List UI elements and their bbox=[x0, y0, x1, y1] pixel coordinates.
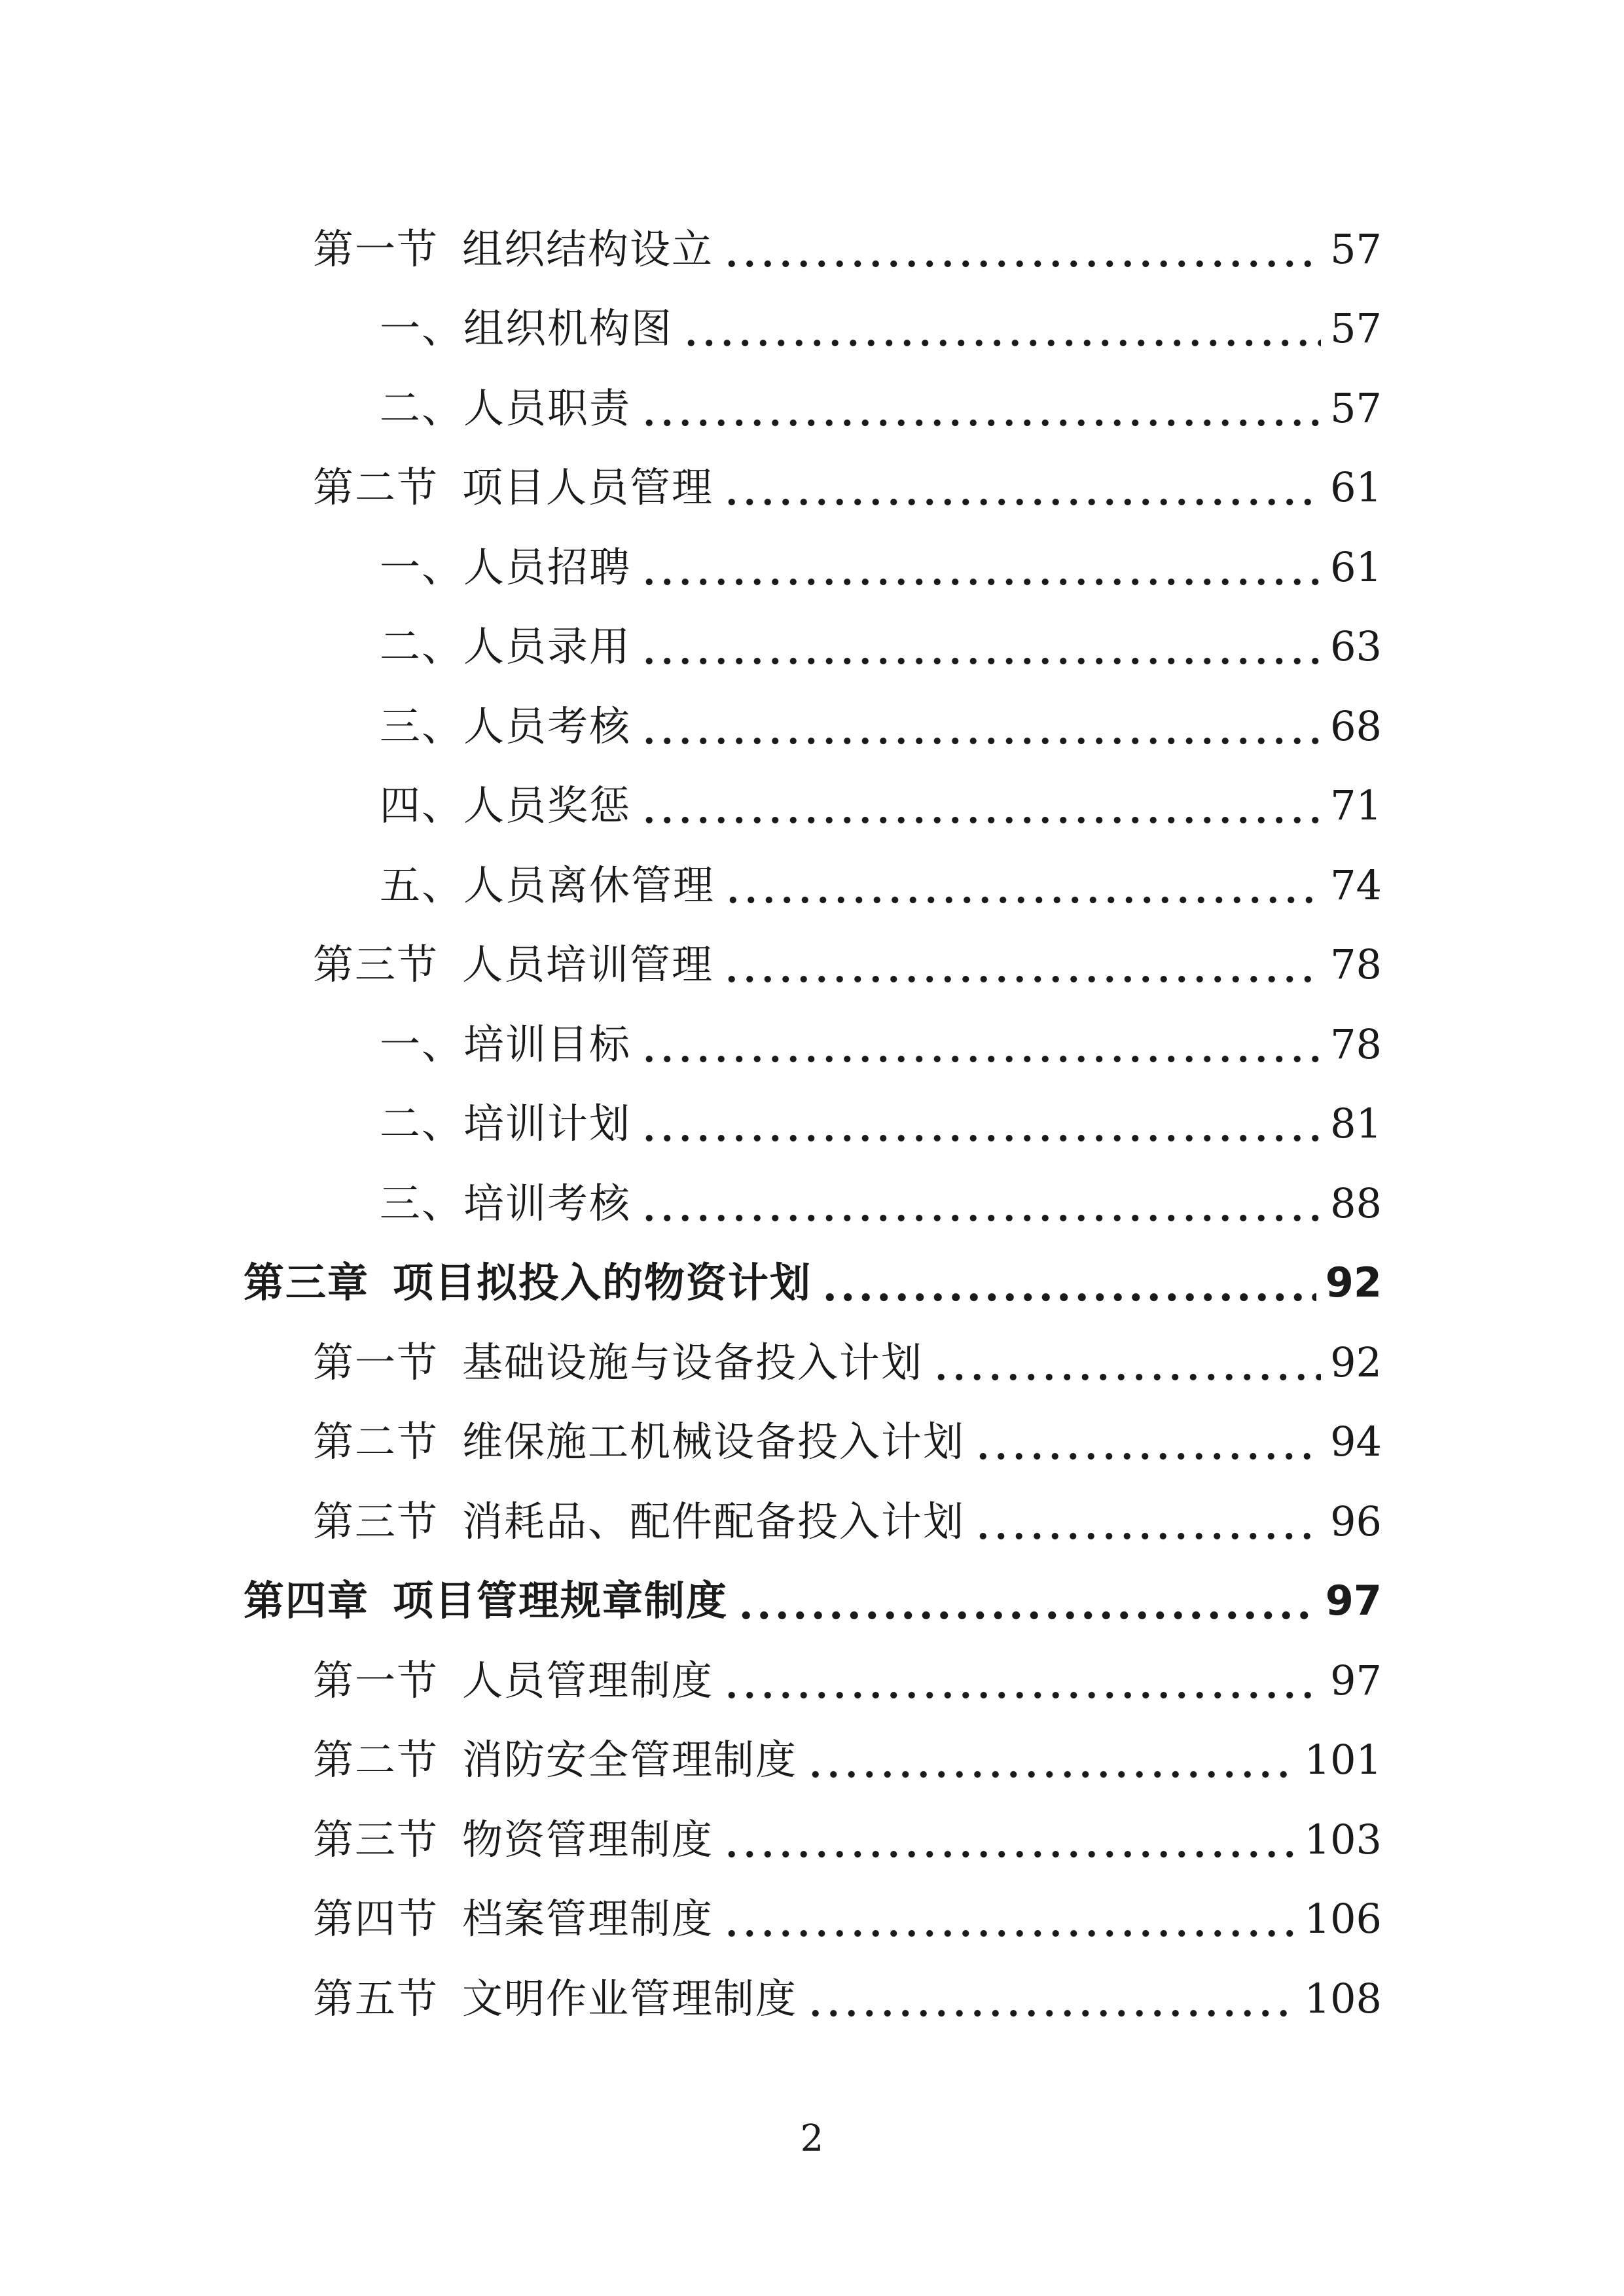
toc-entry-text: 二、培训计划 bbox=[380, 1100, 632, 1148]
toc-entry-text: 一、人员招聘 bbox=[380, 543, 632, 591]
toc-entry-text: 项目拟投入的物资计划 bbox=[393, 1259, 812, 1307]
toc-subsection-entry[interactable] bbox=[0, 846, 1624, 925]
toc-entry-text: 五、人员离休管理 bbox=[380, 861, 715, 909]
toc-entry-text: 消防安全管理制度 bbox=[462, 1736, 798, 1784]
toc-entry-text: 组织结构设立 bbox=[462, 224, 714, 273]
toc-entry-page: 106 bbox=[1304, 1895, 1382, 1943]
toc-entry-page: 108 bbox=[1304, 1974, 1382, 2022]
toc-entry-number: 第二节 bbox=[313, 1736, 439, 1784]
toc-entry-title bbox=[380, 781, 632, 830]
toc-subsection-entry[interactable] bbox=[0, 1085, 1624, 1164]
toc-entry-text: 维保施工机械设备投入计划 bbox=[462, 1418, 965, 1466]
toc-entry-text: 消耗品、配件配备投入计划 bbox=[462, 1497, 965, 1545]
toc-entry-page: 97 bbox=[1330, 1656, 1382, 1704]
toc-entry-text: 二、人员录用 bbox=[380, 622, 632, 671]
toc-entry-page: 61 bbox=[1330, 463, 1382, 512]
toc-entry-title bbox=[313, 1736, 798, 1784]
toc-section-entry[interactable] bbox=[0, 1641, 1624, 1721]
dot-leader bbox=[640, 706, 1321, 747]
toc-chapter-entry[interactable] bbox=[0, 1244, 1624, 1323]
toc-entry-text: 三、人员考核 bbox=[380, 702, 632, 750]
toc-entry-title bbox=[244, 1577, 729, 1625]
toc-entry-title bbox=[244, 1259, 812, 1307]
dot-leader bbox=[723, 467, 1321, 508]
toc-section-entry[interactable] bbox=[0, 1800, 1624, 1880]
toc-section-entry[interactable] bbox=[0, 1959, 1624, 2039]
toc-entry-page: 94 bbox=[1330, 1418, 1382, 1466]
toc-entry-number: 第二节 bbox=[313, 463, 439, 512]
toc-entry-title bbox=[313, 941, 714, 989]
toc-subsection-entry[interactable] bbox=[0, 368, 1624, 448]
toc-entry-text: 基础设施与设备投入计划 bbox=[462, 1338, 924, 1386]
toc-entry-text: 项目人员管理 bbox=[462, 463, 714, 512]
toc-entry-page: 101 bbox=[1304, 1736, 1382, 1784]
toc-entry-page: 68 bbox=[1330, 702, 1382, 750]
toc-entry-title bbox=[380, 543, 632, 591]
dot-leader bbox=[723, 1899, 1295, 1939]
dot-leader bbox=[737, 1581, 1316, 1621]
toc-entry-text: 一、培训目标 bbox=[380, 1020, 632, 1068]
toc-entry-text: 二、人员职责 bbox=[380, 384, 632, 432]
toc-subsection-entry[interactable] bbox=[0, 766, 1624, 846]
toc-entry-text: 项目管理规章制度 bbox=[393, 1577, 729, 1625]
toc-entry-number: 第三节 bbox=[313, 1497, 439, 1545]
toc-entry-page: 92 bbox=[1325, 1259, 1382, 1307]
toc-entry-page: 88 bbox=[1330, 1179, 1382, 1227]
dot-leader bbox=[640, 1183, 1321, 1224]
toc-entry-number: 第五节 bbox=[313, 1974, 439, 2022]
dot-leader bbox=[723, 229, 1321, 270]
toc-entry-number: 第三节 bbox=[313, 1815, 439, 1863]
toc-entry-text: 文明作业管理制度 bbox=[462, 1974, 798, 2022]
toc-section-entry[interactable] bbox=[0, 1482, 1624, 1562]
dot-leader bbox=[640, 547, 1321, 588]
toc-entry-title bbox=[380, 304, 674, 353]
dot-leader bbox=[640, 1024, 1321, 1065]
dot-leader bbox=[640, 388, 1321, 429]
toc-section-entry[interactable] bbox=[0, 448, 1624, 528]
toc-subsection-entry[interactable] bbox=[0, 289, 1624, 369]
toc-entry-page: 97 bbox=[1325, 1577, 1382, 1625]
toc-entry-page: 74 bbox=[1330, 861, 1382, 909]
toc-entry-page: 78 bbox=[1330, 941, 1382, 989]
toc-section-entry[interactable] bbox=[0, 1880, 1624, 1960]
toc-entry-page: 78 bbox=[1330, 1020, 1382, 1068]
dot-leader bbox=[723, 1660, 1321, 1701]
toc-entry-text: 人员培训管理 bbox=[462, 941, 714, 989]
toc-entry-title bbox=[380, 1020, 632, 1068]
toc-entry-title bbox=[380, 1100, 632, 1148]
toc-entry-title bbox=[313, 1974, 798, 2022]
dot-leader bbox=[974, 1422, 1321, 1462]
toc-section-entry[interactable] bbox=[0, 209, 1624, 289]
dot-leader bbox=[806, 1979, 1295, 2019]
dot-leader bbox=[682, 308, 1321, 349]
toc-entry-number: 第四章 bbox=[244, 1577, 370, 1625]
toc-entry-title bbox=[313, 1497, 965, 1545]
toc-entry-number: 第三节 bbox=[313, 941, 439, 989]
dot-leader bbox=[724, 865, 1321, 906]
toc-entry-title bbox=[313, 1418, 965, 1466]
toc-entry-text: 物资管理制度 bbox=[462, 1815, 714, 1863]
dot-leader bbox=[640, 785, 1321, 826]
toc-entry-number: 第三章 bbox=[244, 1259, 370, 1307]
toc-entry-page: 71 bbox=[1330, 781, 1382, 830]
toc-section-entry[interactable] bbox=[0, 1403, 1624, 1482]
toc-entry-title bbox=[313, 224, 714, 273]
toc-section-entry[interactable] bbox=[0, 925, 1624, 1005]
toc-entry-page: 57 bbox=[1330, 224, 1382, 273]
dot-leader bbox=[640, 1103, 1321, 1144]
toc-entry-title bbox=[313, 1338, 924, 1386]
dot-leader bbox=[932, 1342, 1321, 1383]
toc-entry-page: 61 bbox=[1330, 543, 1382, 591]
toc-entry-text: 四、人员奖惩 bbox=[380, 781, 632, 830]
toc-entry-title bbox=[313, 463, 714, 512]
toc-entry-page: 63 bbox=[1330, 622, 1382, 671]
toc-entry-text: 人员管理制度 bbox=[462, 1656, 714, 1704]
dot-leader bbox=[974, 1501, 1321, 1542]
toc-entry-text: 三、培训考核 bbox=[380, 1179, 632, 1227]
toc-entry-number: 第二节 bbox=[313, 1418, 439, 1466]
toc-subsection-entry[interactable] bbox=[0, 528, 1624, 607]
toc-entry-text: 一、组织机构图 bbox=[380, 304, 674, 353]
toc-entry-number: 第一节 bbox=[313, 1656, 439, 1704]
toc-entry-number: 第一节 bbox=[313, 224, 439, 273]
dot-leader bbox=[723, 1820, 1295, 1860]
toc-subsection-entry[interactable] bbox=[0, 687, 1624, 766]
toc-entry-title bbox=[380, 622, 632, 671]
toc-chapter-entry[interactable] bbox=[0, 1562, 1624, 1641]
dot-leader bbox=[640, 626, 1321, 667]
toc-subsection-entry[interactable] bbox=[0, 1005, 1624, 1085]
toc-entry-page: 92 bbox=[1330, 1338, 1382, 1386]
page-number: 2 bbox=[800, 2117, 824, 2160]
toc-entry-page: 57 bbox=[1330, 384, 1382, 432]
toc-entry-title bbox=[380, 861, 715, 909]
toc-entry-page: 96 bbox=[1330, 1497, 1382, 1545]
toc-subsection-entry[interactable] bbox=[0, 607, 1624, 687]
toc-entry-page: 81 bbox=[1330, 1100, 1382, 1148]
toc-section-entry[interactable] bbox=[0, 1721, 1624, 1801]
toc-entry-page: 57 bbox=[1330, 304, 1382, 353]
toc-entry-number: 第一节 bbox=[313, 1338, 439, 1386]
dot-leader bbox=[806, 1740, 1295, 1780]
toc-entry-title bbox=[380, 384, 632, 432]
toc-entry-number: 第四节 bbox=[313, 1895, 439, 1943]
dot-leader bbox=[821, 1263, 1316, 1303]
toc-section-entry[interactable] bbox=[0, 1323, 1624, 1403]
toc-entry-title bbox=[313, 1895, 714, 1943]
dot-leader bbox=[723, 944, 1321, 985]
toc-entry-text: 档案管理制度 bbox=[462, 1895, 714, 1943]
toc-entry-page: 103 bbox=[1304, 1815, 1382, 1863]
toc-subsection-entry[interactable] bbox=[0, 1164, 1624, 1244]
toc-entry-title bbox=[313, 1815, 714, 1863]
toc-entry-title bbox=[380, 702, 632, 750]
toc-entry-title bbox=[313, 1656, 714, 1704]
table-of-contents bbox=[0, 209, 1624, 2039]
toc-entry-title bbox=[380, 1179, 632, 1227]
